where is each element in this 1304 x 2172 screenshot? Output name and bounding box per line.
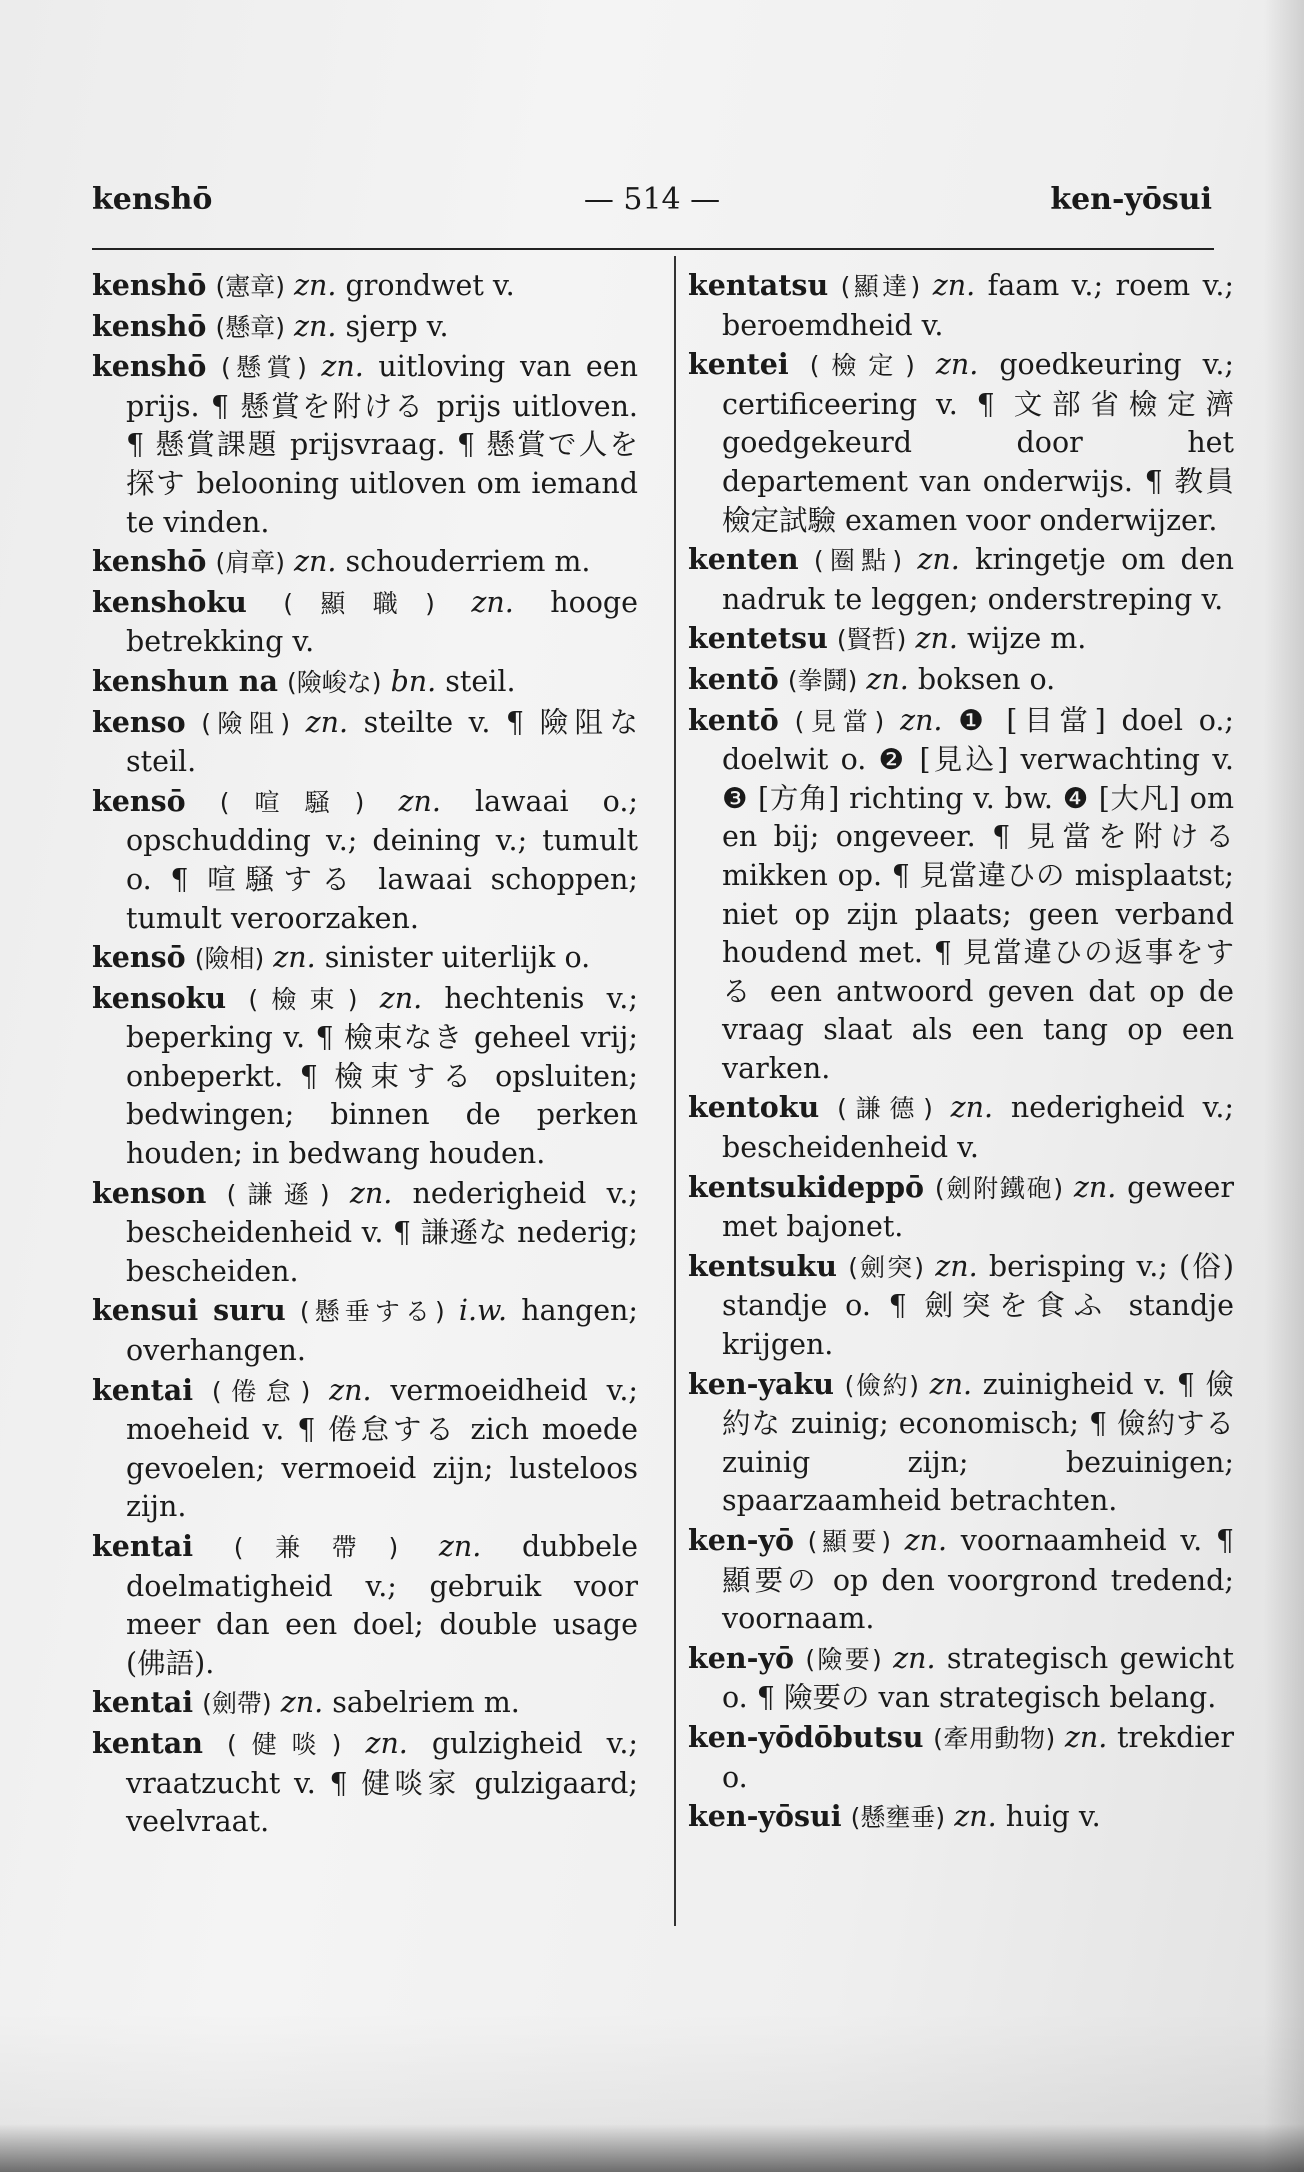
entry-grammar: zn. [329,1373,372,1407]
entry-kanji: (懸垂する) [299,1297,445,1327]
entry-grammar: zn. [915,622,958,656]
entry-grammar: zn. [294,309,337,343]
entry-grammar: zn. [321,350,364,384]
entry-headword: kentoku [688,1090,820,1125]
entry-definition: goedkeuring v.; certificeering v. ¶ 文部省檢定濟 goedgekeurd door het departement van onderwijs. ¶ 教員檢定試驗 examen voor onderwijzer. [722,348,1234,537]
entry-grammar: zn. [349,1176,393,1210]
entry-definition: dubbele doelmatigheid v.; gebruik voor meer dan een doel; double usage (佛語). [126,1530,638,1680]
entry-headword: kentai [92,1372,194,1407]
entry-grammar: zn. [273,941,316,975]
entry-definition: faam v.; roem v.; beroemdheid v. [722,269,1234,342]
entry-headword: kentai [92,1529,194,1563]
entry-kanji: (懸賞) [220,353,307,383]
right-column [688,266,1234,1838]
entry-headword: kentsuku [688,1248,837,1283]
entry-headword: kentō [688,661,779,696]
column-divider [674,256,676,1926]
entry-headword: kenshō [92,349,207,384]
dictionary-entry [688,660,1234,701]
dictionary-entry [688,1168,1234,1247]
entry-definition: huig v. [1005,1800,1101,1834]
entry-kanji: (懸壅垂) [850,1803,946,1833]
dictionary-entry [92,1527,638,1683]
entry-kanji: (喧騒) [219,787,365,817]
entry-headword: kensō [92,940,186,975]
entry-grammar: zn. [379,981,423,1015]
entry-headword: kentetsu [688,621,828,656]
entry-definition: schouderriem m. [345,545,591,579]
entry-kanji: (謙遜) [226,1179,330,1209]
dictionary-entry [92,583,638,662]
entry-headword: kenshō [92,544,207,579]
entry-grammar: zn. [900,703,943,737]
dictionary-entry [92,703,638,782]
dictionary-entry [92,979,638,1174]
entry-kanji: (劍突) [848,1252,925,1282]
entry-kanji: (倦怠) [211,1376,311,1406]
dictionary-entry [688,1639,1234,1718]
dictionary-entry [92,1174,638,1292]
entry-definition: voornaamheid v. ¶ 顯要の op den voorgrond tredend; voornaam. [722,1524,1235,1636]
entry-kanji: (賢哲) [836,625,907,655]
entry-grammar: zn. [280,1686,324,1720]
entry-definition: nederigheid v.; bescheidenheid v. [722,1091,1234,1165]
dictionary-entry [92,347,638,542]
entry-headword: ken-yōsui [688,1799,842,1834]
dictionary-entry [92,662,638,703]
entry-definition: trekdier o. [722,1720,1235,1794]
page-header [92,182,1212,232]
dictionary-entry [688,1247,1234,1365]
entry-headword: kensoku [92,980,227,1015]
entry-headword: kentan [92,1725,203,1760]
entry-kanji: (險要) [805,1644,882,1674]
entry-kanji: (見當) [794,706,885,736]
entry-definition: steil. [445,664,516,698]
left-column [92,266,638,1842]
entry-definition: ❶ [目當] doel o.; doelwit o. ❷ [見込] verwachting v. ❸ [方角] richting v. bw. ❹ [大凡] om en bij; ongeveer. ¶ 見當を附ける mikken op. ¶ 見當違ひの misplaatst; niet op zijn plaats; geen verband houdend met. ¶ 見當違ひの返事をする een antwoord geven dat op de vraag slaat als een tang op een varken. [722,703,1235,1085]
header-first-headword: kenshō [92,182,213,217]
entry-definition: hechtenis v.; beperking v. ¶ 檢束なき geheel vrij; onbeperkt. ¶ 檢束する opsluiten; bedwingen; binnen de perken houden; in bedwang houden. [126,981,638,1171]
entry-headword: kenshō [92,308,207,343]
entry-kanji: (健啖) [226,1729,342,1759]
entry-kanji: (檢束) [248,984,358,1014]
entry-definition: uitloving van een prijs. ¶ 懸賞を附ける prijs uitloven. ¶ 懸賞課題 prijsvraag. ¶ 懸賞で人を探す belooning uitloven om iemand te vinden. [126,350,639,539]
dictionary-entry [92,1291,638,1370]
header-rule [92,248,1214,250]
entry-definition: strategisch gewicht o. ¶ 險要の van strategisch belang. [722,1641,1234,1715]
entry-headword: ken-yō [688,1640,794,1675]
dictionary-entry [92,266,638,307]
dictionary-entry [92,307,638,348]
dictionary-entry [92,1724,638,1842]
entry-headword: kenshoku [92,584,247,619]
dictionary-entry [688,266,1234,345]
entry-kanji: (兼帶) [233,1533,399,1562]
entry-definition: boksen o. [917,662,1056,696]
entry-definition: zuinigheid v. ¶ 儉約な zuinig; economisch; ¶ 儉約する zuinig zijn; bezuinigen; spaarzaamheid betrachten. [722,1367,1235,1518]
entry-headword: kenten [688,542,799,577]
entry-definition: steilte v. ¶ 險阻な steil. [126,705,638,779]
entry-definition: geweer met bajonet. [722,1170,1235,1244]
entry-kanji: (憲章) [215,272,285,301]
dictionary-entry [688,1088,1234,1167]
entry-definition: kringetje om den nadruk te leggen; onderstreping v. [722,543,1235,616]
entry-grammar: zn. [294,269,337,302]
entry-grammar: zn. [1073,1170,1117,1204]
dictionary-entry [688,1521,1234,1639]
entry-kanji: (儉約) [844,1370,919,1400]
entry-grammar: zn. [1064,1720,1108,1754]
entry-kanji: (顯要) [807,1527,891,1556]
dictionary-entry [688,701,1234,1089]
entry-headword: kentatsu [688,268,829,302]
entry-kanji: (拳鬪) [787,665,858,695]
entry-headword: kenson [92,1175,207,1210]
entry-kanji: (劍附鐵砲) [934,1173,1064,1203]
entry-kanji: (牽用動物) [933,1723,1056,1753]
entry-grammar: zn. [917,543,960,577]
dictionary-entry [92,782,638,938]
entry-kanji: (檢定) [809,351,915,381]
entry-definition: vermoeidheid v.; moeheid v. ¶ 倦怠する zich moede gevoelen; vermoeid zijn; lusteloos zijn. [126,1373,639,1524]
entry-headword: ken-yō [688,1523,794,1557]
header-last-headword: ken-yōsui [1050,182,1212,217]
page-bottom-shadow [0,2012,1304,2172]
dictionary-entry [688,540,1234,619]
entry-headword: kenshun na [92,663,278,698]
entry-definition: sabelriem m. [332,1686,520,1720]
entry-grammar: zn. [294,545,337,579]
entry-headword: kentai [92,1685,194,1720]
entry-grammar: zn. [954,1800,997,1834]
entry-grammar: zn. [365,1726,408,1760]
entry-grammar: bn. [390,664,437,698]
entry-definition: grondwet v. [345,269,515,302]
dictionary-entry [92,938,638,979]
entry-grammar: zn. [935,1249,978,1283]
entry-grammar: zn. [929,1367,973,1401]
entry-kanji: (險阻) [201,708,291,738]
dictionary-entry [688,619,1234,660]
entry-definition: sjerp v. [345,309,449,343]
entry-grammar: zn. [950,1091,994,1125]
entry-definition: lawaai o.; opschudding v.; deining v.; tumult o. ¶ 喧騒する lawaai schoppen; tumult veroorzaken. [126,784,638,935]
entry-headword: kentsukideppō [688,1169,925,1204]
dictionary-entry [688,345,1234,540]
dictionary-entry [92,1371,638,1527]
entry-definition: hangen; overhangen. [126,1294,639,1368]
entry-headword: kenso [92,704,186,739]
entry-grammar: zn. [932,269,976,302]
entry-grammar: zn. [904,1524,948,1557]
page-edge-shadow [1264,0,1304,2172]
entry-definition: gulzigheid v.; vraatzucht v. ¶ 健啖家 gulzigaard; veelvraat. [126,1726,638,1839]
entry-kanji: (顯職) [283,588,435,618]
entry-kanji: (圈點) [813,546,903,576]
entry-headword: kenshō [92,268,207,302]
entry-kanji: (顯達) [840,272,921,301]
entry-grammar: i.w. [458,1294,508,1328]
entry-kanji: (險峻な) [286,667,382,697]
entry-kanji: (險相) [194,944,265,974]
page-number: — 514 — [583,182,721,217]
dictionary-entry [688,1718,1234,1797]
entry-definition: wijze m. [966,622,1087,656]
entry-grammar: zn. [893,1641,936,1675]
dictionary-entry [688,1797,1234,1838]
dictionary-entry [92,542,638,583]
entry-definition: nederigheid v.; bescheidenheid v. ¶ 謙遜な nederig; bescheiden. [126,1176,639,1288]
entry-headword: kentei [688,347,789,382]
entry-kanji: (肩章) [215,548,285,578]
entry-definition: hooge betrekking v. [126,585,639,659]
entry-headword: ken-yōdōbutsu [688,1719,924,1754]
entry-headword: kensō [92,783,186,818]
dictionary-entry [688,1365,1234,1521]
entry-definition: sinister uiterlijk o. [324,941,591,975]
entry-grammar: zn. [398,784,441,818]
entry-kanji: (謙德) [837,1094,933,1124]
entry-grammar: zn. [438,1530,482,1563]
entry-grammar: zn. [866,662,909,696]
entry-grammar: zn. [305,705,349,739]
dictionary-entry [92,1683,638,1724]
entry-kanji: (懸章) [215,312,285,342]
entry-grammar: zn. [935,348,979,382]
entry-kanji: (劍帶) [202,1689,272,1719]
entry-grammar: zn. [471,585,514,619]
entry-headword: kentō [688,702,779,737]
entry-definition: berisping v.; (俗) standje o. ¶ 劍突を食ふ standje krijgen. [722,1249,1235,1362]
entry-headword: kensui suru [92,1293,286,1328]
entry-headword: ken-yaku [688,1366,834,1401]
